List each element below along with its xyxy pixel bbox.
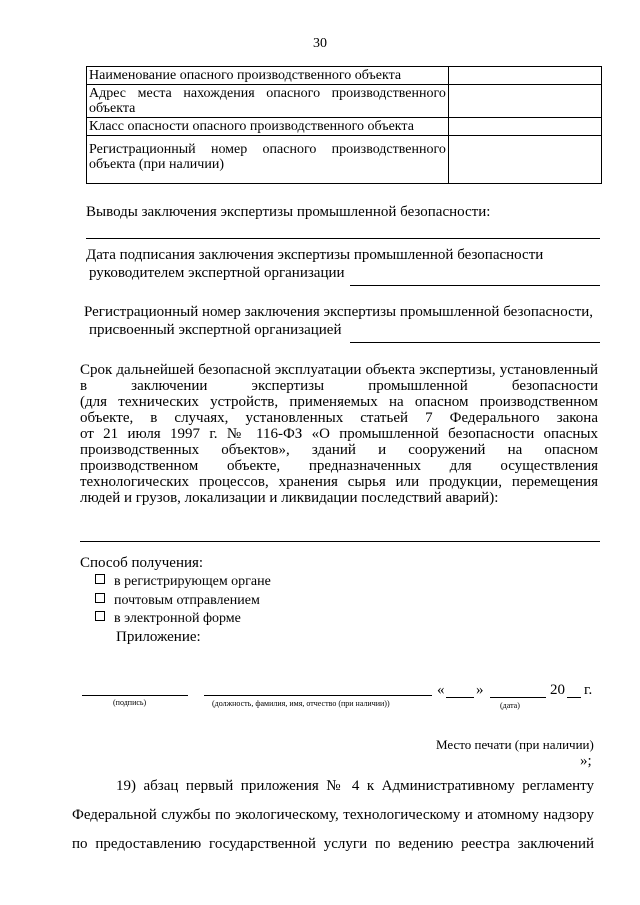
attachment-label: Приложение: (116, 629, 201, 645)
conclusions-input-line[interactable] (86, 238, 600, 239)
signing-date-label-line1: Дата подписания заключения экспертизы промышленной безопасности (86, 247, 544, 263)
checkbox-label: в регистрирующем органе (114, 574, 271, 589)
closing-mark: »; (580, 753, 592, 769)
date-day-line[interactable] (446, 697, 474, 698)
signing-date-label-line2: руководителем экспертной организации (89, 265, 345, 281)
date-year-prefix: 20 (550, 682, 565, 698)
signature-caption: (подпись) (113, 698, 147, 707)
date-year-line[interactable] (567, 697, 581, 698)
reg-number-label-line2: присвоенный экспертной организацией (89, 322, 342, 338)
table-row (87, 67, 602, 85)
paragraph-line: в заключении экспертизы промышленной безопасности (80, 378, 598, 394)
paragraph-line: по предоставлению государственной услуги по ведению реестра заключений (72, 836, 594, 852)
table-label-cell (87, 118, 449, 136)
date-quote-close: » (476, 682, 484, 698)
table-value-cell[interactable] (448, 85, 601, 118)
receipt-option-registration-body[interactable] (95, 574, 271, 590)
receipt-option-mail[interactable] (95, 593, 260, 609)
row-label: Наименование опасного производственного объекта (89, 68, 402, 83)
table-row (87, 118, 602, 136)
service-term-input-line[interactable] (80, 541, 600, 542)
paragraph-line: людей и грузов, локализации и ликвидации последствий аварий): (80, 490, 499, 506)
table-row (87, 85, 602, 118)
paragraph-line: 19) абзац первый приложения № 4 к Административному регламенту (116, 778, 594, 794)
date-year-suffix: г. (584, 682, 593, 698)
receipt-method-label: Способ получения: (80, 555, 204, 571)
reg-number-label-line1: Регистрационный номер заключения экспертизы промышленной безопасности, (84, 304, 594, 320)
row-label: объекта (89, 101, 136, 116)
paragraph-line: от 21 июля 1997 г. № 116-ФЗ «О промышленной безопасности опасных (80, 426, 598, 442)
object-info-table (86, 66, 602, 184)
service-term-paragraph (80, 362, 598, 506)
stamp-label: Место печати (при наличии) (436, 737, 594, 752)
row-label: Класс опасности опасного производственного объекта (89, 119, 414, 134)
checkbox-icon[interactable] (95, 593, 105, 603)
table-label-cell (87, 85, 449, 118)
row-label: Адрес места нахождения опасного производственного (89, 86, 446, 101)
position-name-line[interactable] (204, 695, 432, 696)
signature-line[interactable] (82, 695, 188, 696)
table-label-cell (87, 136, 449, 184)
checkbox-icon[interactable] (95, 574, 105, 584)
date-month-line[interactable] (490, 697, 546, 698)
date-caption: (дата) (500, 701, 520, 710)
table-value-cell[interactable] (448, 136, 601, 184)
paragraph-line: технологических процессов, хранения сырья или продукции, перемещения (80, 474, 598, 490)
date-quote-open: « (437, 682, 445, 698)
table-value-cell[interactable] (448, 67, 601, 85)
row-label: Регистрационный номер опасного производственного (89, 142, 446, 157)
paragraph-line: производственных объектов», зданий и сооружений на опасном (80, 442, 598, 458)
checkbox-label: почтовым отправлением (114, 593, 260, 608)
checkbox-icon[interactable] (95, 611, 105, 621)
amendment-paragraph (72, 772, 594, 859)
paragraph-line: объекте, в случаях, установленных статьей 7 Федерального закона (80, 410, 598, 426)
page-number: 30 (313, 36, 327, 51)
receipt-option-electronic[interactable] (95, 611, 241, 627)
paragraph-line: Федеральной службы по экологическому, технологическому и атомному надзору (72, 807, 594, 823)
position-name-caption: (должность, фамилия, имя, отчество (при наличии)) (212, 699, 390, 708)
table-row (87, 136, 602, 184)
paragraph-line: производственном объекте, предназначенных для осуществления (80, 458, 598, 474)
table-label-cell (87, 67, 449, 85)
conclusions-label: Выводы заключения экспертизы промышленной безопасности: (86, 204, 491, 220)
paragraph-line: Срок дальнейшей безопасной эксплуатации объекта экспертизы, установленный (80, 362, 598, 378)
reg-number-input-line[interactable] (350, 342, 600, 343)
table-value-cell[interactable] (448, 118, 601, 136)
paragraph-line: (для технических устройств, применяемых на опасном производственном (80, 394, 598, 410)
signing-date-input-line[interactable] (350, 285, 600, 286)
checkbox-label: в электронной форме (114, 611, 241, 626)
row-label: объекта (при наличии) (89, 157, 224, 172)
